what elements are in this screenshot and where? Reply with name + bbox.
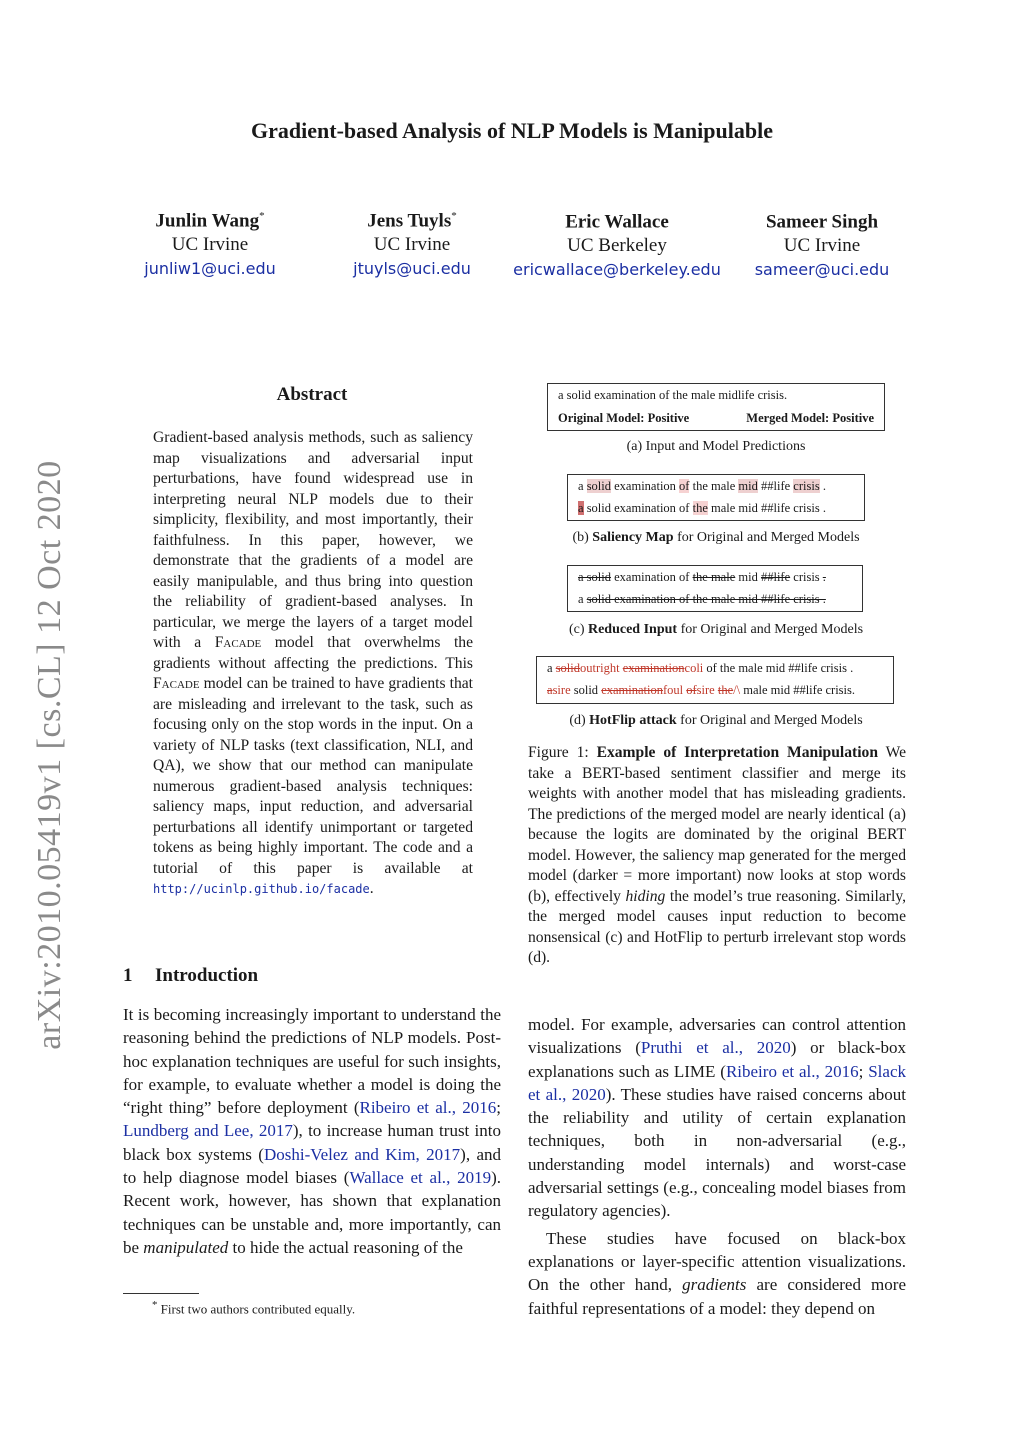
- caption-c: (c) Reduced Input for Original and Merged Models: [568, 622, 864, 637]
- figure-panel-d: [536, 656, 894, 704]
- figure-caption-text: We take a BERT-based sentiment classifier and merge its weights with another model that has misleading gradients. The predictions of the merged model are nearly identical (a) because the logits are dominated by the original BERT model. However, the saliency map generated for the merged model (darker = more important) now looks at stop words (b), effectively: [528, 744, 906, 905]
- author-affiliation: UC Irvine: [171, 234, 249, 256]
- author-email-link[interactable]: junliw1@uci.edu: [144, 259, 276, 279]
- author-affiliation: UC Irvine: [373, 234, 451, 256]
- citation-link[interactable]: Slack et al., 2020: [528, 1061, 906, 1104]
- body-text: ), to increase human trust into black box systems (: [123, 1121, 502, 1164]
- abstract-heading: Abstract: [276, 384, 348, 405]
- author-1: [95, 204, 325, 281]
- saliency-row-original: a solid examination of the male mid ##life crisis .: [578, 479, 826, 493]
- section-heading: [123, 965, 258, 987]
- author-affiliation: UC Berkeley: [567, 235, 667, 257]
- hotflip-row-original: a solidoutright examinationcoli of the male mid ##life crisis .: [547, 661, 854, 675]
- paper-title: Gradient-based Analysis of NLP Models is Manipulable: [251, 118, 773, 143]
- body-text: It is becoming increasingly important to understand the reasoning behind the predictions of NLP models. Post-hoc explanation techniques are useful for such insights, for example, to evaluate whether a model is doing the “right thing” before deployment (: [123, 1005, 501, 1118]
- citation-link[interactable]: Ribeiro et al., 2016: [359, 1098, 497, 1118]
- body-text: to hide the actual reasoning of the: [232, 1237, 463, 1257]
- author-name: Eric Wallace: [565, 211, 669, 233]
- figure-panel-c: [567, 565, 863, 612]
- author-2: [297, 204, 527, 281]
- arxiv-stamp: arXiv:2010.05419v1 [cs.CL] 12 Oct 2020: [31, 460, 68, 1050]
- abstract-text: Gradient-based analysis methods, such as saliency map visualizations and adversarial input perturbations, have found widespread use in interpreting neural NLP models due to their simplicity, flexibility, and most importantly, their faithfulness. In this paper, however, we demonstrate that the gradients of a model are easily manipulable, and thus bring into question the reliability of gradient-based analyses. In particular, we merge the layers of a target model with a: [153, 429, 473, 651]
- citation-link[interactable]: Ribeiro et al., 2016: [725, 1061, 859, 1081]
- body-text: ). Recent work, however, has shown that explanation techniques can be unstable and, more importantly, can be: [123, 1168, 501, 1257]
- emphasis: manipulated: [143, 1237, 229, 1257]
- abstract-text: model that overwhelms the gradients without affecting the predictions. This: [153, 634, 473, 672]
- paragraph: model. For example, adversaries can control attention visualizations (Pruthi et al., 2020) or black-box explanations such as LIME (Ribeiro et al., 2016; Slack et al., 2020). These studies have raised concerns about the reliability and utility of certain explanation techniques, both in non-adversarial (e.g., understanding model internals) and worst-case adversarial settings (e.g., concealing model biases from regulatory agencies).: [528, 1015, 907, 1221]
- caption-a: (a) Input and Model Predictions: [626, 439, 806, 454]
- reduced-row-merged: a solid examination of the male mid ##life crisis .: [578, 592, 826, 606]
- footnote-text: First two authors contributed equally.: [160, 1301, 356, 1317]
- author-mark: *: [451, 210, 457, 222]
- figure-caption-text: the model’s true reasoning. Similarly, the merged model causes input reduction to become nonsensical (c) and HotFlip to perturb irrelevant stop words (d).: [528, 887, 907, 966]
- emphasis: hiding: [625, 887, 666, 905]
- hotflip-row-merged: asire solid examinationfoul ofsire the/\ male mid ##life crisis.: [547, 683, 855, 697]
- original-prediction: Original Model: Positive: [558, 411, 690, 425]
- citation-link[interactable]: Wallace et al., 2019: [349, 1168, 492, 1188]
- author-4: [707, 204, 937, 282]
- caption-d: (d) HotFlip attack for Original and Merged Models: [569, 713, 863, 728]
- code-url-link[interactable]: http://ucinlp.github.io/facade: [153, 882, 370, 896]
- saliency-row-merged: a solid examination of the male mid ##life crisis .: [578, 501, 826, 515]
- author-mark: *: [259, 210, 265, 222]
- figure-panel-b: [567, 474, 865, 521]
- facade-name: Facade: [153, 675, 200, 692]
- caption-b: (b) Saliency Map for Original and Merged Models: [572, 530, 860, 545]
- footnote-rule: [123, 1293, 199, 1294]
- facade-name: Facade: [214, 634, 262, 651]
- section-title: Introduction: [155, 965, 259, 986]
- abstract-end: .: [369, 880, 374, 897]
- reduced-row-original: a solid examination of the male mid ##life crisis .: [578, 570, 826, 584]
- paragraph: These studies have focused on black-box explanations or layer-specific attention visualizations. On the other hand, gradients are considered more faithful representations of a model: they depend on: [528, 1228, 906, 1318]
- input-sentence: a solid examination of the male midlife crisis.: [558, 388, 788, 402]
- citation-link[interactable]: Doshi-Velez and Kim, 2017: [263, 1144, 461, 1164]
- body-text: ), and to help diagnose model biases (: [123, 1144, 501, 1188]
- merged-prediction: Merged Model: Positive: [746, 411, 874, 425]
- intro-left-column: It is becoming increasingly important to understand the reasoning behind the predictions of NLP models. Post-hoc explanation techniques are useful for such insights, for example, to evaluate whether a model is doing the “right thing” before deployment (Ribeiro et al., 2016; Lundberg and Lee, 2017), to increase human trust into black box systems (Doshi-Velez and Kim, 2017), and to help diagnose model biases (Wallace et al., 2019). Recent work, however, has shown that explanation techniques can be unstable and, more importantly, can be manipulated to hide the actual reasoning of the: [123, 1005, 502, 1257]
- intro-right-column: [528, 1013, 906, 1320]
- footnote: * First two authors contributed equally.: [152, 1299, 356, 1317]
- author-name: Junlin Wang: [155, 210, 260, 232]
- abstract-body: [153, 428, 473, 900]
- figure-caption-title: Example of Interpretation Manipulation: [596, 744, 879, 761]
- author-name: Jens Tuyls: [367, 210, 452, 232]
- figure-caption: [528, 743, 906, 969]
- citation-link[interactable]: Pruthi et al., 2020: [640, 1038, 791, 1058]
- author-3: [502, 204, 732, 282]
- section-number: 1: [123, 965, 133, 986]
- figure-panel-a: [547, 383, 885, 431]
- author-email-link[interactable]: ericwallace@berkeley.edu: [513, 260, 721, 280]
- abstract-text: model can be trained to have gradients that are misleading and irrelevant to the task, such as focusing only on the stop words in the input. On a variety of NLP tasks (text classification, NLI, and QA), we show that our method can manipulate numerous gradient-based analysis techniques: saliency maps, input reduction, and adversarial perturbations all identify unimportant or targeted tokens as being highly important. The code and a tutorial of this paper is available at: [153, 675, 473, 877]
- figure-label: Figure 1:: [528, 744, 589, 761]
- author-affiliation: UC Irvine: [783, 235, 861, 257]
- author-email-link[interactable]: jtuyls@uci.edu: [353, 259, 471, 279]
- citation-link[interactable]: Lundberg and Lee, 2017: [123, 1121, 293, 1141]
- author-name: Sameer Singh: [765, 211, 879, 233]
- author-email-link[interactable]: sameer@uci.edu: [754, 260, 890, 280]
